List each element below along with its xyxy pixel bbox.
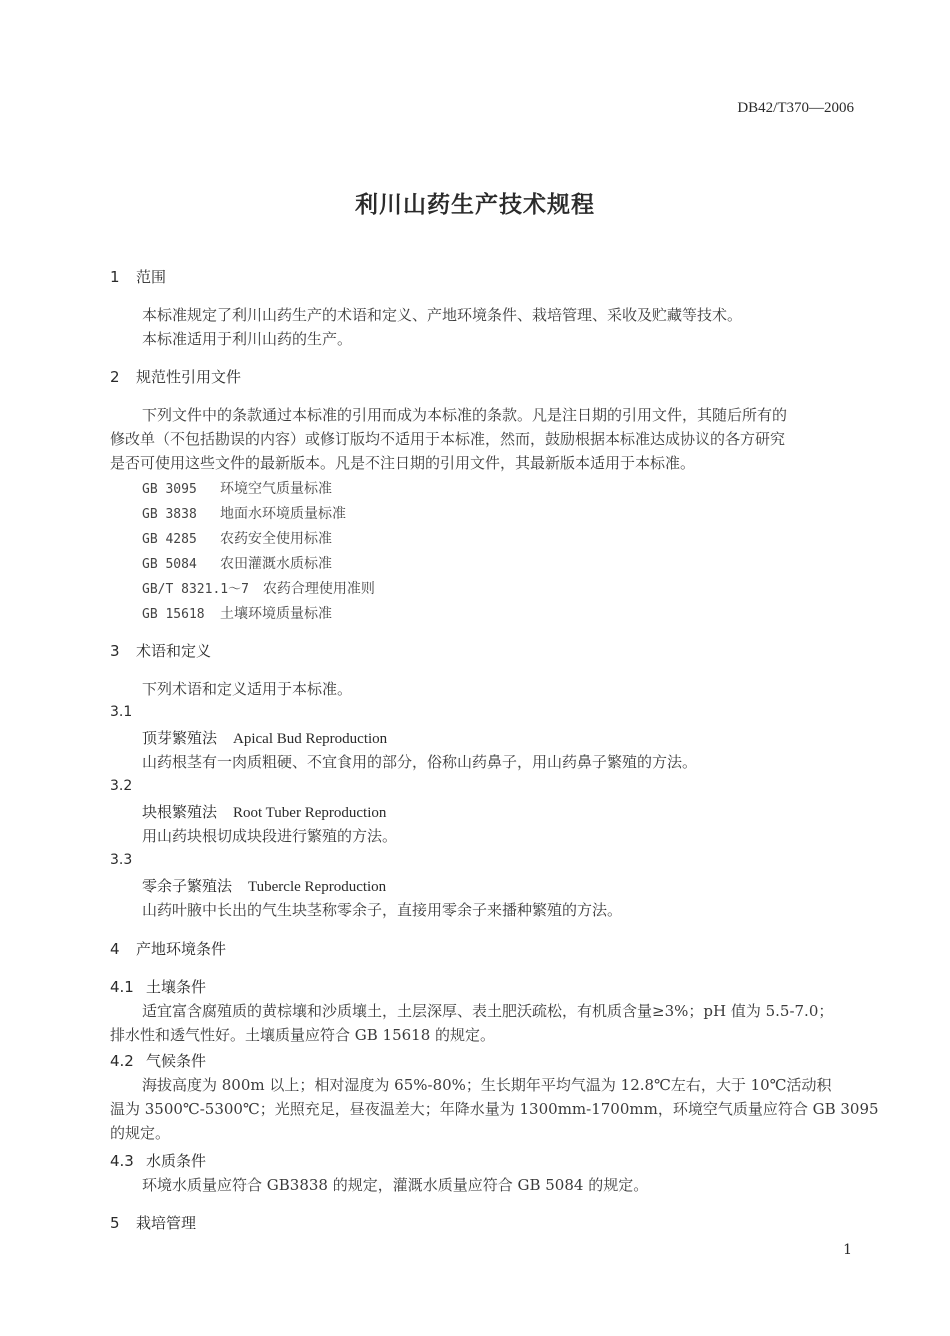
term-definition: 山药叶腋中长出的气生块茎称零余子，直接用零余子来播种繁殖的方法。 — [142, 901, 623, 919]
section-heading-4 — [110, 938, 226, 959]
paragraph-line: 的规定。 — [110, 1124, 171, 1142]
page-number: 1 — [843, 1242, 852, 1258]
subsection-number: 4.2 — [110, 1052, 134, 1070]
reference-code: GB/T 8321.1～7 — [142, 582, 249, 597]
subsection-heading — [110, 1150, 206, 1171]
term-definition: 山药根茎有一肉质粗硬、不宜食用的部分，俗称山药鼻子，用山药鼻子繁殖的方法。 — [142, 753, 698, 771]
section-heading-5 — [110, 1212, 196, 1233]
term-name-en: Apical Bud Reproduction — [233, 731, 388, 747]
reference-name: 地面水环境质量标准 — [220, 506, 346, 522]
term-heading — [142, 801, 386, 822]
page-title: 利川山药生产技术规程 — [355, 192, 595, 218]
section-heading-3 — [110, 640, 211, 661]
paragraph-line: 海拔高度为 800m 以上；相对湿度为 65%-80%；生长期年平均气温为 12.8℃左右，大于 10℃活动积 — [142, 1076, 832, 1094]
reference-item — [142, 603, 332, 623]
term-name-zh: 顶芽繁殖法 — [142, 729, 218, 747]
paragraph: 本标准适用于利川山药的生产。 — [142, 330, 353, 348]
paragraph-line: 环境水质量应符合 GB3838 的规定，灌溉水质量应符合 GB 5084 的规定。 — [142, 1176, 649, 1194]
document-number: DB42/T370—2006 — [737, 100, 854, 116]
paragraph-line: 温为 3500℃-5300℃；光照充足，昼夜温差大；年降水量为 1300mm-1700mm，环境空气质量应符合 GB 3095 — [110, 1100, 879, 1118]
term-number: 3.2 — [110, 778, 133, 794]
section-number: 1 — [110, 268, 120, 286]
section-number: 3 — [110, 642, 120, 660]
reference-code: GB 4285 — [142, 532, 197, 547]
section-heading-2 — [110, 366, 241, 387]
section-title: 范围 — [136, 268, 167, 286]
reference-code: GB 3095 — [142, 482, 197, 497]
paragraph-line: 适宜富含腐殖质的黄棕壤和沙质壤土，土层深厚、表土肥沃疏松，有机质含量≥3%；pH 值为 5.5-7.0； — [142, 1002, 834, 1020]
term-heading — [142, 727, 387, 748]
term-name-en: Root Tuber Reproduction — [233, 805, 387, 821]
paragraph: 下列术语和定义适用于本标准。 — [142, 680, 353, 698]
reference-item — [142, 503, 346, 523]
reference-name: 农药合理使用准则 — [262, 581, 375, 597]
paragraph-line: 下列文件中的条款通过本标准的引用而成为本标准的条款。凡是注日期的引用文件，其随后所有的 — [142, 406, 788, 424]
reference-name: 环境空气质量标准 — [220, 481, 332, 497]
reference-item — [142, 478, 332, 498]
term-name-en: Tubercle Reproduction — [248, 879, 387, 895]
section-title: 术语和定义 — [136, 642, 212, 660]
subsection-title: 水质条件 — [146, 1152, 207, 1170]
paragraph: 本标准规定了利川山药生产的术语和定义、产地环境条件、栽培管理、采收及贮藏等技术。 — [142, 306, 743, 324]
reference-name: 农药安全使用标准 — [220, 531, 332, 547]
term-number: 3.1 — [110, 704, 133, 720]
section-number: 4 — [110, 940, 120, 958]
term-definition: 用山药块根切成块段进行繁殖的方法。 — [142, 827, 398, 845]
term-name-zh: 零余子繁殖法 — [142, 877, 233, 895]
paragraph-line: 排水性和透气性好。土壤质量应符合 GB 15618 的规定。 — [110, 1026, 496, 1044]
subsection-title: 土壤条件 — [146, 978, 207, 996]
subsection-heading — [110, 1050, 206, 1071]
reference-name: 农田灌溉水质标准 — [220, 556, 332, 572]
reference-item — [142, 578, 375, 598]
section-number: 2 — [110, 368, 120, 386]
subsection-number: 4.1 — [110, 978, 134, 996]
section-title: 栽培管理 — [136, 1214, 197, 1232]
reference-item — [142, 553, 332, 573]
reference-item — [142, 528, 332, 548]
reference-name: 土壤环境质量标准 — [220, 606, 332, 622]
subsection-title: 气候条件 — [146, 1052, 207, 1070]
reference-code: GB 3838 — [142, 507, 197, 522]
section-number: 5 — [110, 1214, 120, 1232]
reference-code: GB 5084 — [142, 557, 197, 572]
section-title: 规范性引用文件 — [136, 368, 242, 386]
term-heading — [142, 875, 386, 896]
term-number: 3.3 — [110, 852, 133, 868]
section-heading-1 — [110, 266, 166, 287]
section-title: 产地环境条件 — [136, 940, 227, 958]
paragraph-line: 是否可使用这些文件的最新版本。凡是不注日期的引用文件，其最新版本适用于本标准。 — [110, 454, 696, 472]
reference-code: GB 15618 — [142, 607, 205, 622]
subsection-heading — [110, 976, 206, 997]
paragraph-line: 修改单（不包括勘误的内容）或修订版均不适用于本标准，然而，鼓励根据本标准达成协议的各方研究 — [110, 430, 786, 448]
subsection-number: 4.3 — [110, 1152, 134, 1170]
term-name-zh: 块根繁殖法 — [142, 803, 218, 821]
